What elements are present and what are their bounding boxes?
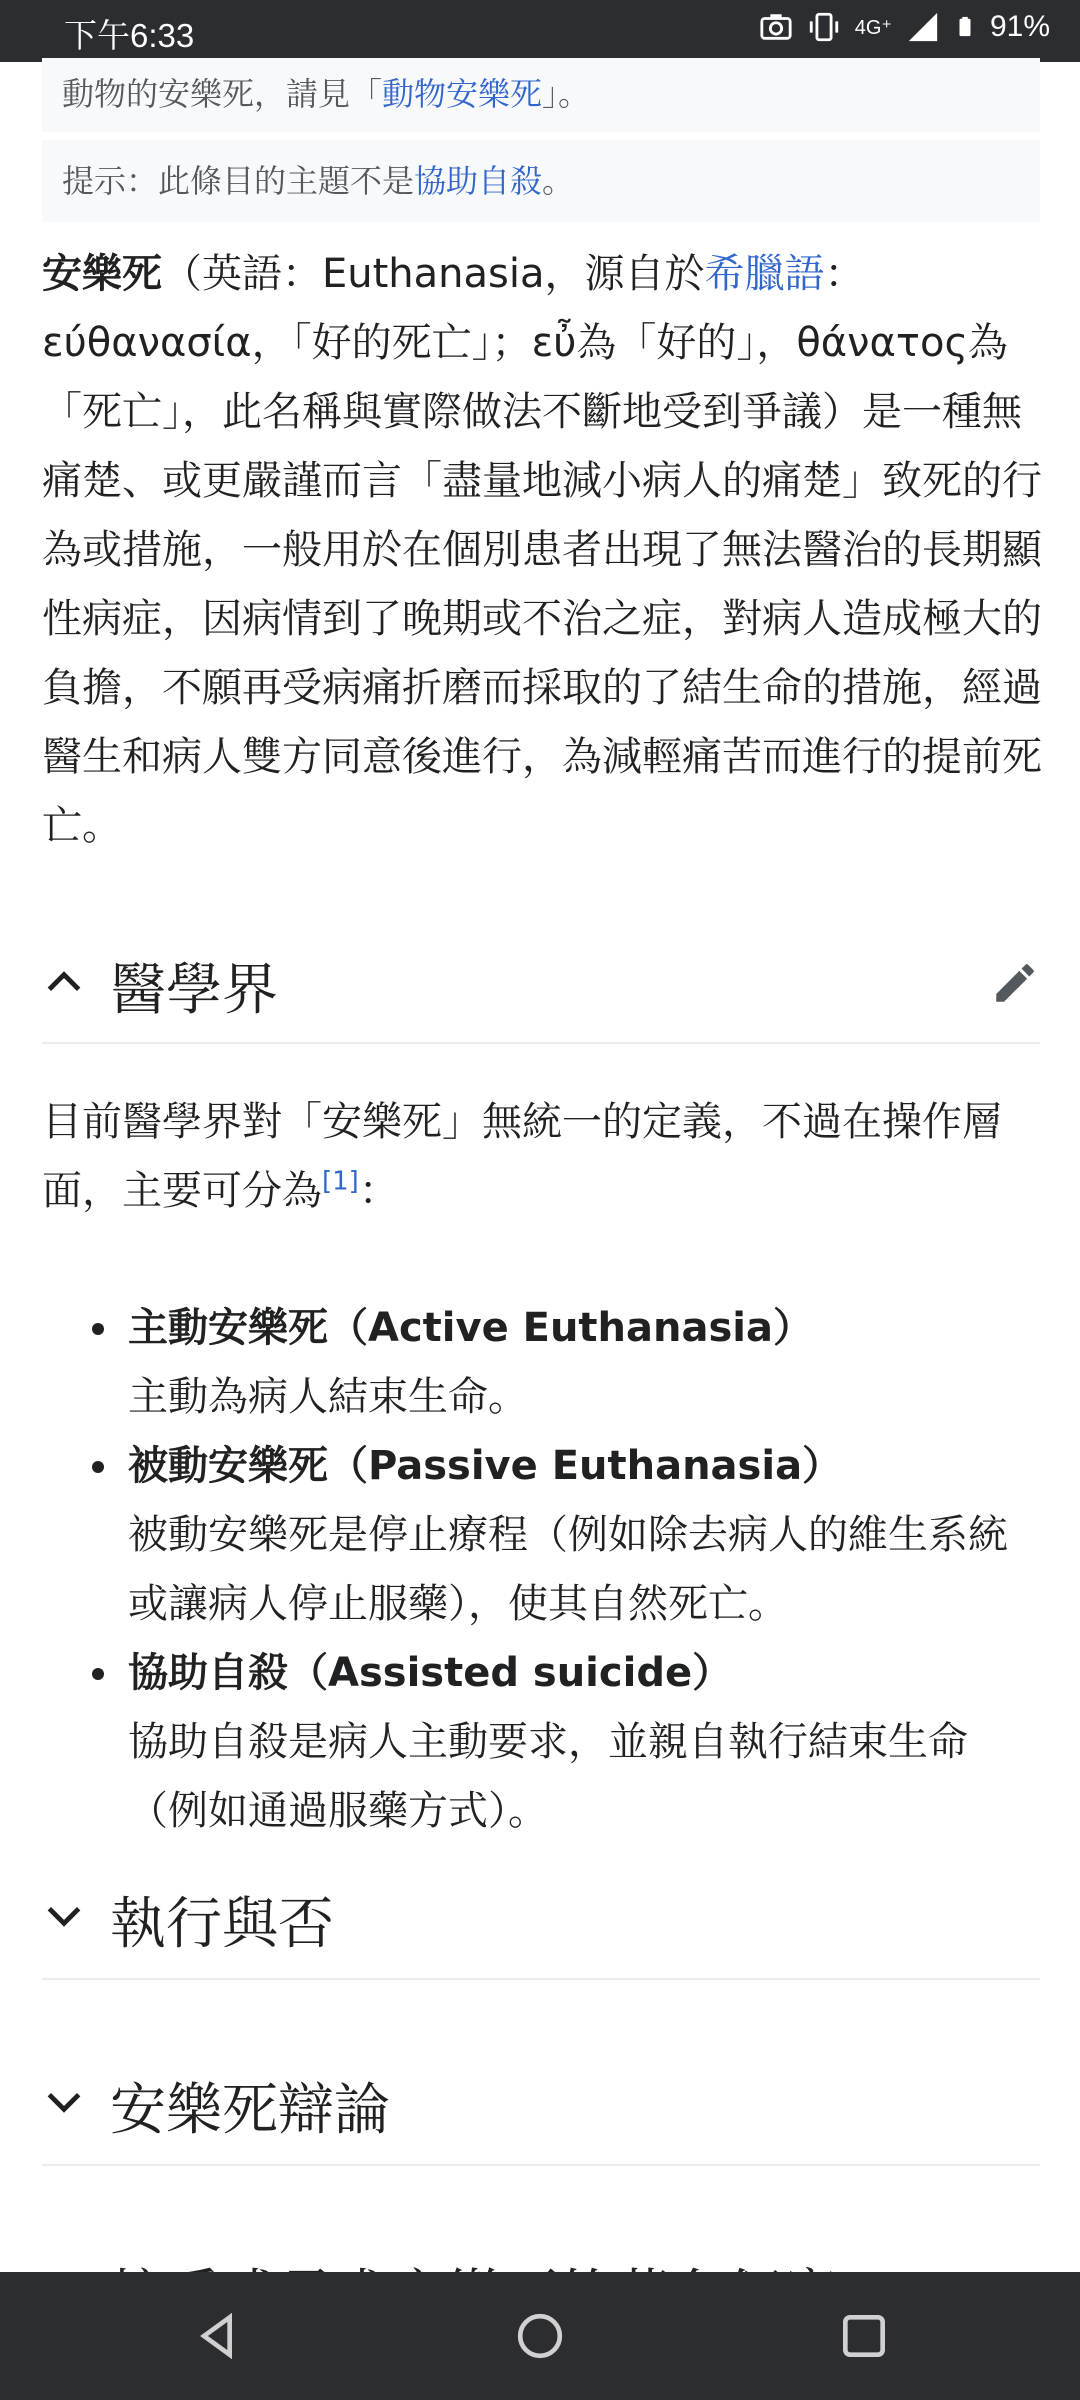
intro-paragraph: 安樂死（英語：Euthanasia，源自於希臘語：εύθανασία，「好的死亡」；εὖ為「好的」，θάνατος為「死亡」，此名稱與實際做法不斷地受到爭議）是一種無痛楚、或更嚴謹而言「盡量地減小病人的痛楚」致死的行為或措施，一般用於在個別患者出現了無法醫治的長期顯性病症，因病情到了晚期或不治之症，對病人造成極大的負擔，不願再受病痛折磨而採取的了結生命的措施，經過醫生和病人雙方同意後進行，為減輕痛苦而進行的提前死亡。: [42, 251, 1042, 849]
list-item: [42, 1294, 1042, 1432]
list-item: [42, 1639, 1042, 1846]
signal-icon: [906, 10, 940, 44]
section-execution-header[interactable]: [42, 1856, 1040, 1980]
hatnote-hint: 提示：此條目的主題不是協助自殺。: [42, 140, 1040, 222]
list-item: [42, 1432, 1042, 1639]
reference-1-link[interactable]: [1]: [322, 1166, 359, 1197]
section-medical-header[interactable]: [42, 920, 1040, 1044]
link-animal-euthanasia[interactable]: 動物安樂死: [382, 75, 543, 113]
recents-icon[interactable]: [836, 2308, 892, 2364]
hatnote-animal: 動物的安樂死，請見「動物安樂死」。: [42, 58, 1040, 132]
chevron-up-icon[interactable]: [42, 960, 86, 1004]
back-icon[interactable]: [190, 2308, 246, 2364]
article-content: [0, 62, 1080, 2272]
section-debate-title: 安樂死辯論: [110, 2078, 390, 2143]
section-debate-header[interactable]: [42, 2042, 1040, 2166]
list-item-desc: 協助自殺是病人主動要求，並親自執行結束生命（例如通過服藥方式）。: [128, 1719, 968, 1834]
status-icons: [759, 10, 1050, 44]
camera-sync-icon: [759, 10, 793, 44]
euthanasia-types-list: [42, 1294, 1042, 1846]
list-item-desc: 被動安樂死是停止療程（例如除去病人的維生系統或讓病人停止服藥），使其自然死亡。: [128, 1512, 1008, 1627]
section-execution-title: 執行與否: [110, 1892, 334, 1957]
vibrate-icon: [807, 10, 841, 44]
network-type: 4G⁺: [854, 16, 892, 39]
section-medical-title: 醫學界: [110, 958, 278, 1023]
link-assisted-suicide[interactable]: 協助自殺: [414, 162, 543, 200]
list-item-term: 被動安樂死（Passive Euthanasia）: [128, 1443, 843, 1489]
battery-icon: [954, 10, 976, 44]
chevron-down-icon[interactable]: [42, 2080, 86, 2124]
list-item-term: 主動安樂死（Active Euthanasia）: [128, 1305, 813, 1351]
intro-term: 安樂死: [42, 251, 162, 297]
list-item-term: 協助自殺（Assisted suicide）: [128, 1650, 733, 1696]
chevron-down-icon[interactable]: [42, 1894, 86, 1938]
edit-pencil-icon[interactable]: [990, 958, 1040, 1008]
status-bar: [0, 0, 1080, 62]
battery-percent: 91%: [989, 10, 1050, 43]
link-greek[interactable]: 希臘語: [704, 251, 825, 297]
home-icon[interactable]: [512, 2308, 568, 2364]
system-navigation-bar: [0, 2272, 1080, 2400]
list-item-desc: 主動為病人結束生命。: [128, 1374, 528, 1420]
status-time: 下午6:33: [64, 17, 195, 54]
medical-paragraph: 目前醫學界對「安樂死」無統一的定義，不過在操作層面，主要可分為[1]：: [42, 1099, 1002, 1214]
